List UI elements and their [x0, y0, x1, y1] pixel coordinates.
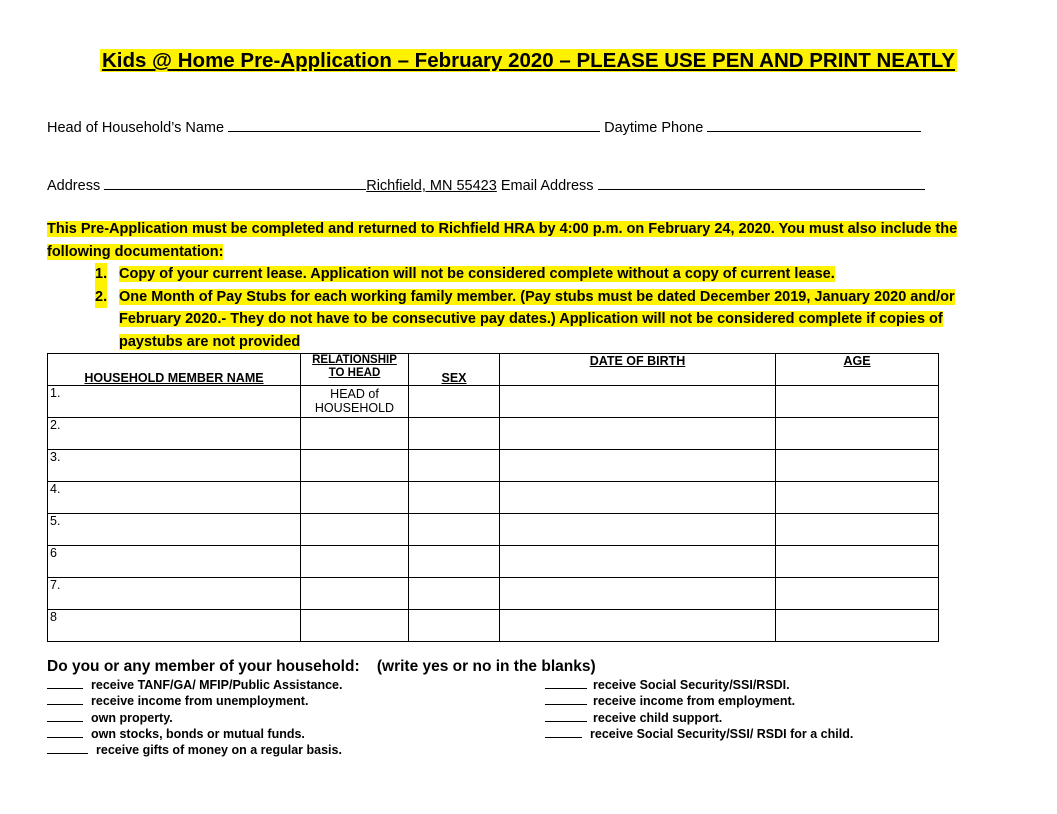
address-label: Address — [47, 178, 101, 194]
answer-blank[interactable] — [47, 726, 83, 738]
head-name-label: Head of Household’s Name — [47, 120, 225, 136]
table-row — [48, 450, 939, 482]
dob-cell[interactable] — [500, 578, 776, 610]
sex-cell[interactable] — [409, 514, 500, 546]
sex-cell[interactable] — [409, 610, 500, 642]
city-state-zip: Richfield, MN 55423 — [366, 178, 497, 194]
dob-cell[interactable] — [500, 546, 776, 578]
relationship-cell[interactable] — [301, 450, 409, 482]
documentation-list — [47, 263, 997, 353]
sex-cell[interactable] — [409, 418, 500, 450]
dob-cell[interactable] — [500, 514, 776, 546]
form-title — [0, 46, 1057, 76]
member-name-cell[interactable]: 5. — [48, 514, 301, 546]
answer-blank[interactable] — [545, 693, 587, 705]
question-item: receive Social Security/SSI/RSDI. — [545, 677, 853, 693]
dob-cell[interactable] — [500, 418, 776, 450]
sex-cell[interactable] — [409, 546, 500, 578]
member-name-cell[interactable]: 2. — [48, 418, 301, 450]
dob-cell[interactable] — [500, 450, 776, 482]
sex-cell[interactable] — [409, 482, 500, 514]
member-name-cell[interactable]: 7. — [48, 578, 301, 610]
col-header-sex: SEX — [409, 354, 500, 386]
answer-blank[interactable] — [47, 742, 88, 754]
question-item: own stocks, bonds or mutual funds. — [47, 726, 342, 742]
answer-blank[interactable] — [47, 677, 83, 689]
email-input[interactable] — [598, 176, 925, 190]
relationship-cell[interactable] — [301, 610, 409, 642]
answer-blank[interactable] — [545, 710, 587, 722]
head-name-row — [47, 118, 921, 136]
table-row — [48, 546, 939, 578]
sex-cell[interactable] — [409, 578, 500, 610]
documentation-item — [47, 263, 997, 286]
questions-right — [545, 677, 853, 742]
age-cell[interactable] — [776, 514, 939, 546]
answer-blank[interactable] — [545, 677, 587, 689]
relationship-cell[interactable] — [301, 514, 409, 546]
daytime-phone-label: Daytime Phone — [604, 120, 704, 136]
household-members-table — [47, 353, 939, 642]
member-name-cell[interactable]: 3. — [48, 450, 301, 482]
member-name-cell[interactable]: 8 — [48, 610, 301, 642]
question-item: receive child support. — [545, 710, 853, 726]
head-name-input[interactable] — [228, 118, 600, 132]
col-header-relationship: RELATIONSHIP TO HEAD — [301, 354, 409, 386]
table-row — [48, 610, 939, 642]
email-label: Email Address — [500, 178, 594, 194]
table-row — [48, 386, 939, 418]
documentation-item-text: Copy of your current lease. Application will not be considered complete without a copy of current lease. — [119, 266, 835, 282]
dob-cell[interactable] — [500, 386, 776, 418]
question-item: receive Social Security/SSI/ RSDI for a child. — [545, 726, 853, 742]
table-row — [48, 578, 939, 610]
question-item: receive income from unemployment. — [47, 693, 342, 709]
table-row — [48, 482, 939, 514]
relationship-cell[interactable] — [301, 418, 409, 450]
question-item: own property. — [47, 710, 342, 726]
answer-blank[interactable] — [47, 710, 83, 722]
member-name-cell[interactable]: 6 — [48, 546, 301, 578]
question-item: receive gifts of money on a regular basis. — [47, 742, 342, 758]
member-name-cell[interactable]: 1. — [48, 386, 301, 418]
member-name-cell[interactable]: 4. — [48, 482, 301, 514]
dob-cell[interactable] — [500, 610, 776, 642]
documentation-item-text: One Month of Pay Stubs for each working family member. (Pay stubs must be dated December 2019, January 2020 and/or February 2020.- They do not have to be consecutive pay dates.) Application will not be considered complete if copies of paystubs are not provided — [119, 288, 955, 350]
address-row — [47, 176, 925, 194]
form-title-text: Kids @ Home Pre-Application – February 2020 – PLEASE USE PEN AND PRINT NEATLY — [101, 49, 956, 72]
relationship-cell[interactable] — [301, 578, 409, 610]
col-header-name: HOUSEHOLD MEMBER NAME — [48, 354, 301, 386]
sex-cell[interactable] — [409, 450, 500, 482]
age-cell[interactable] — [776, 482, 939, 514]
relationship-cell[interactable]: HEAD of HOUSEHOLD — [301, 386, 409, 418]
col-header-dob: DATE OF BIRTH — [500, 354, 776, 386]
relationship-cell[interactable] — [301, 546, 409, 578]
documentation-item-number: 2. — [95, 286, 107, 309]
dob-cell[interactable] — [500, 482, 776, 514]
age-cell[interactable] — [776, 610, 939, 642]
age-cell[interactable] — [776, 450, 939, 482]
age-cell[interactable] — [776, 578, 939, 610]
notice-block — [47, 218, 997, 353]
col-header-age: AGE — [776, 354, 939, 386]
answer-blank[interactable] — [47, 693, 83, 705]
age-cell[interactable] — [776, 418, 939, 450]
daytime-phone-input[interactable] — [707, 118, 921, 132]
address-input[interactable] — [104, 176, 366, 190]
questions-heading: Do you or any member of your household: (write yes or no in the blanks) — [47, 658, 596, 675]
age-cell[interactable] — [776, 546, 939, 578]
table-row — [48, 514, 939, 546]
notice-intro: This Pre-Application must be completed and returned to Richfield HRA by 4:00 p.m. on February 24, 2020. You must also include the following documentation: — [47, 221, 958, 260]
question-item: receive TANF/GA/ MFIP/Public Assistance. — [47, 677, 342, 693]
age-cell[interactable] — [776, 386, 939, 418]
relationship-cell[interactable] — [301, 482, 409, 514]
documentation-item — [47, 286, 997, 354]
questions-left — [47, 677, 342, 758]
documentation-item-number: 1. — [95, 263, 107, 286]
sex-cell[interactable] — [409, 386, 500, 418]
question-item: receive income from employment. — [545, 693, 853, 709]
answer-blank[interactable] — [545, 726, 582, 738]
table-row — [48, 418, 939, 450]
